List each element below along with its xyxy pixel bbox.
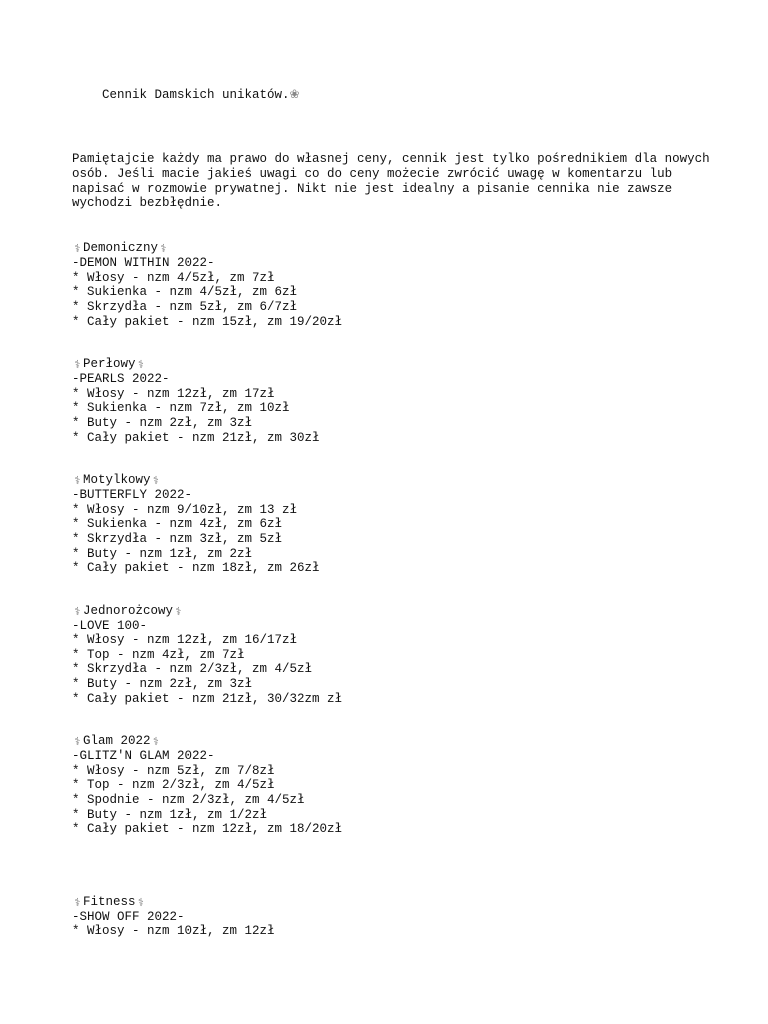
section-subtitle: -PEARLS 2022- — [72, 372, 170, 387]
price-item: * Włosy - nzm 12zł, zm 16/17zł — [72, 633, 298, 648]
price-item: * Buty - nzm 1zł, zm 2zł — [72, 546, 253, 561]
price-section — [72, 895, 712, 939]
section-name: Jednorożcowy — [83, 603, 174, 618]
leaf-ornament-icon: ⚕ — [153, 474, 159, 488]
price-section — [72, 734, 712, 837]
price-item: * Sukienka - nzm 4/5zł, zm 6zł — [72, 285, 298, 300]
leaf-ornament-icon: ⚕ — [175, 604, 182, 618]
price-item: * Skrzydła - nzm 5zł, zm 6/7zł — [72, 299, 298, 314]
section-name: Demoniczny — [83, 241, 159, 256]
leaf-ornament-icon: ⚕ — [74, 735, 81, 749]
leaf-ornament-icon: ⚕ — [138, 895, 144, 909]
section-name: Motylkowy — [83, 473, 151, 488]
leaf-ornament-icon: ⚕ — [74, 604, 81, 618]
price-item: * Buty - nzm 1zł, zm 1/2zł — [72, 807, 268, 822]
price-item: * Włosy - nzm 10zł, zm 12zł — [72, 924, 275, 939]
price-section — [72, 241, 712, 329]
price-item: * Top - nzm 4zł, zm 7zł — [72, 647, 245, 662]
price-item: * Włosy - nzm 5zł, zm 7/8zł — [72, 763, 275, 778]
leaf-ornament-icon: ⚕ — [138, 358, 144, 372]
price-item: * Cały pakiet - nzm 15zł, zm 19/20zł — [72, 314, 343, 329]
section-heading — [72, 604, 712, 619]
price-sections — [72, 241, 712, 939]
section-name: Perłowy — [83, 357, 136, 372]
price-item: * Sukienka - nzm 7zł, zm 10zł — [72, 401, 290, 416]
leaf-ornament-icon: ⚕ — [153, 735, 159, 749]
intro-paragraph: Pamiętajcie każdy ma prawo do własnej ceny, cennik jest tylko pośrednikiem dla nowych osób. Jeśli macie jakieś uwagi co do ceny możecie zwrócić uwagę w komentarzu lub napisać w rozmowie prywatnej. Nikt nie jest idealny a pisanie cennika nie zawsze wychodzi bezbłędnie. — [72, 152, 718, 211]
section-heading — [72, 734, 712, 749]
price-section — [72, 604, 712, 707]
section-heading — [72, 241, 712, 256]
price-item: * Sukienka - nzm 4zł, zm 6zł — [72, 517, 283, 532]
price-item: * Cały pakiet - nzm 21zł, zm 30zł — [72, 430, 320, 445]
section-name: Fitness — [83, 894, 136, 909]
section-subtitle: -SHOW OFF 2022- — [72, 909, 185, 924]
price-item: * Buty - nzm 2zł, zm 3zł — [72, 677, 253, 692]
leaf-ornament-icon: ⚕ — [74, 474, 81, 488]
price-item: * Skrzydła - nzm 2/3zł, zm 4/5zł — [72, 662, 313, 677]
section-name: Glam 2022 — [83, 734, 151, 749]
section-heading — [72, 895, 712, 910]
section-subtitle: -LOVE 100- — [72, 618, 148, 633]
price-item: * Cały pakiet - nzm 21zł, 30/32zm zł — [72, 691, 343, 706]
document-page — [72, 72, 718, 939]
document-title: Cennik Damskich unikatów. — [102, 87, 290, 102]
leaf-ornament-icon: ⚕ — [74, 242, 81, 256]
leaf-ornament-icon: ⚕ — [160, 242, 167, 256]
section-subtitle: -BUTTERFLY 2022- — [72, 488, 193, 503]
section-subtitle: -DEMON WITHIN 2022- — [72, 256, 215, 271]
price-item: * Buty - nzm 2zł, zm 3zł — [72, 415, 253, 430]
section-heading — [72, 473, 712, 488]
price-item: * Włosy - nzm 12zł, zm 17zł — [72, 386, 275, 401]
flower-icon: ❀ — [289, 86, 300, 101]
price-item: * Włosy - nzm 9/10zł, zm 13 zł — [72, 502, 298, 517]
price-section — [72, 357, 712, 445]
section-heading — [72, 357, 712, 372]
price-item: * Spodnie - nzm 2/3zł, zm 4/5zł — [72, 793, 305, 808]
price-item: * Włosy - nzm 4/5zł, zm 7zł — [72, 270, 275, 285]
price-section — [72, 473, 712, 576]
document-title-row — [72, 72, 712, 102]
price-item: * Skrzydła - nzm 3zł, zm 5zł — [72, 531, 283, 546]
leaf-ornament-icon: ⚕ — [74, 895, 81, 909]
price-item: * Cały pakiet - nzm 12zł, zm 18/20zł — [72, 822, 343, 837]
price-item: * Cały pakiet - nzm 18zł, zm 26zł — [72, 561, 320, 576]
leaf-ornament-icon: ⚕ — [74, 358, 81, 372]
section-subtitle: -GLITZ'N GLAM 2022- — [72, 749, 215, 764]
price-item: * Top - nzm 2/3zł, zm 4/5zł — [72, 778, 275, 793]
